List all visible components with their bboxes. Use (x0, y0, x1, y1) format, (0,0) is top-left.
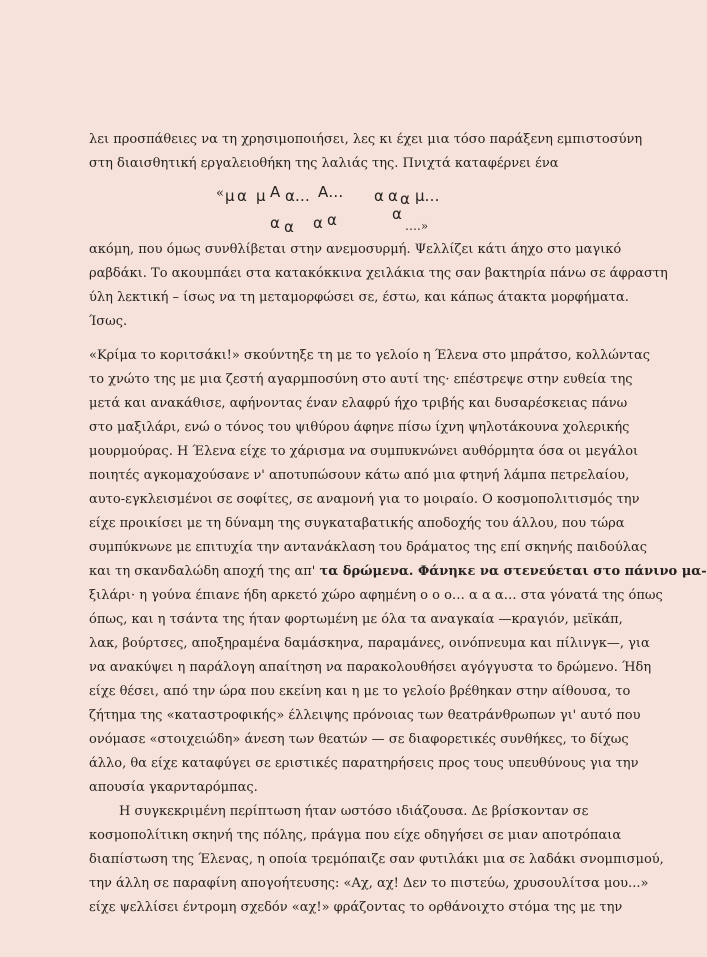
text-line: συμπύκνωνε με επιτυχία την αντανάκλαση του δράματος της επί σκηνής παιδούλας (89, 540, 648, 555)
text-line: ποιητές αγκομαχούσανε ν' αποτυπώσουν κάτω από μια φτηνή λάμπα πετρελαίου, (89, 468, 630, 483)
text-line: είχε προικίσει με τη δύναμη της συγκαταβατικής αποδοχής του άλλου, που τώρα (89, 516, 625, 531)
text-line: στο μαξιλάρι, ενώ ο τόνος του ψιθύρου άφηνε πίσω ίχνη ψηλοτάκουνα χολερικής (89, 420, 630, 435)
text-line: το χνώτο της με μια ζεστή αγαρμποσύνη στο αυτί της· επέστρεψε στην ευθεία της (89, 372, 633, 387)
text-line: «Κρίμα το κοριτσάκι!» σκούντηξε τη με το γελοίο η Έλενα στο μπράτσο, κολλώντας (89, 348, 651, 363)
stammer-letter: Α (270, 183, 281, 201)
stammer-letter: α (270, 214, 280, 232)
stammer-letter: μ (256, 187, 266, 205)
text-line: αυτο-εγκλεισμένοι σε σοφίτες, σε αναμονή για το μοιραίο. Ο κοσμοπολιτισμός την (89, 492, 640, 507)
text-line: Η συγκεκριμένη περίπτωση ήταν ωστόσο ιδιάζουσα. Δε βρίσκονταν σε (119, 804, 589, 819)
text-line: κοσμοπολίτικη σκηνή της πόλης, πράγμα που είχε οδηγήσει σε μιαν αποτρόπαια (89, 828, 622, 843)
text-line: διαπίστωση της Έλενας, η οποία τρεμόπαιζε σαν φυτιλάκι μια σε λαδάκι σνομπισμού, (89, 852, 664, 867)
stammer-letter: μ… (415, 187, 440, 205)
stammer-letter: α (388, 187, 398, 205)
text-line: λει προσπάθειες να τη χρησιμοποιήσει, λες κι έχει μια τόσο παράξενη εμπιστοσύνη (89, 132, 643, 147)
text-line: όπως, και η τσάντα της ήταν φορτωμένη με όλα τα αναγκαία —κραγιόν, μεϊκάπ, (89, 612, 623, 627)
text-line: να ανακύψει η παράλογη απαίτηση να παρακολουθήσει αγόγγυστα το δρώμενο. Ήδη (89, 660, 652, 675)
text-line-mixed (89, 560, 707, 584)
stammer-letter: ….» (405, 219, 429, 233)
text-line: απουσία γκαρνταρόμπας. (89, 780, 258, 795)
stammer-letter: α (374, 187, 384, 205)
text-line: μουρμούρας. Η Έλενα είχε το χάρισμα να συμπυκνώνει αυθόρμητα όσα οι μεγάλοι (89, 444, 639, 459)
stammer-letter: α (284, 218, 294, 236)
text-line: ύλη λεκτική – ίσως να τη μεταμορφώσει σε, έστω, και κάπως άτακτα μορφήματα. (89, 290, 629, 305)
text-line: ονόμασε «στοιχειώδη» άνεση των θεατών — σε διαφορετικές συνθήκες, το δίχως (89, 732, 629, 747)
text-line: στη διαισθητική εργαλειοθήκη της λαλιάς της. Πνιχτά καταφέρνει ένα (89, 156, 559, 171)
stammer-letter: μ (225, 187, 235, 205)
text-bold-run: τα δρώμενα. Φάνηκε να στενεύεται στο πάνινο μα- (319, 564, 707, 579)
stammer-letter: α (237, 187, 247, 205)
text-line: Ίσως. (89, 314, 128, 329)
open-quote: « (216, 186, 224, 201)
text-line: την άλλη σε παραφίνη απογοήτευσης: «Αχ, αχ! Δεν το πιστεύω, χρυσουλίτσα μου...» (89, 876, 649, 891)
stammer-letter: α (400, 190, 410, 208)
text-plain-run: και τη σκανδαλώδη αποχή της απ' (89, 564, 320, 579)
text-line: μετά και ανακάθισε, αφήνοντας έναν ελαφρύ ήχο τριβής και δυσαρέσκειας πάνω (89, 396, 628, 411)
text-line: είχε ψελλίσει έντρομη σχεδόν «αχ!» φράζοντας το ορθάνοιχτο στόμα της με την (89, 900, 623, 915)
text-line: είχε θέσει, από την ώρα που εκείνη και η με το γελοίο βρέθηκαν στην αίθουσα, το (89, 684, 631, 699)
stammer-letter: α (327, 211, 337, 229)
text-line: ξιλάρι· η γούνα έπιανε ήδη αρκετό χώρο αφημένη ο ο ο… α α α… στα γόνατά της όπως (89, 588, 663, 603)
text-line: ραβδάκι. Το ακουμπάει στα κατακόκκινα χειλάκια της σαν βακτηρία πάνω σε άφραστη (89, 266, 668, 281)
stammer-letter: α (392, 205, 402, 223)
text-line: ζήτημα της «καταστροφικής» έλλειψης πρόνοιας των θεατράνθρωπων γι' αυτό που (89, 708, 641, 723)
text-line: ακόμη, που όμως συνθλίβεται στην ανεμοσυρμή. Ψελλίζει κάτι άηχο στο μαγικό (89, 242, 622, 257)
text-line: άλλο, θα είχε καταφύγει σε εριστικές παρατηρήσεις προς τους υπευθύνους για την (89, 756, 639, 771)
stammer-letter: α… (285, 187, 310, 205)
text-line: λακ, βούρτσες, αποξηραμένα δαμάσκηνα, παραμάνες, οινόπνευμα και πίλινγκ—, για (89, 636, 650, 651)
stammer-letter: α (313, 214, 323, 232)
stammer-letter: Α… (318, 183, 344, 201)
